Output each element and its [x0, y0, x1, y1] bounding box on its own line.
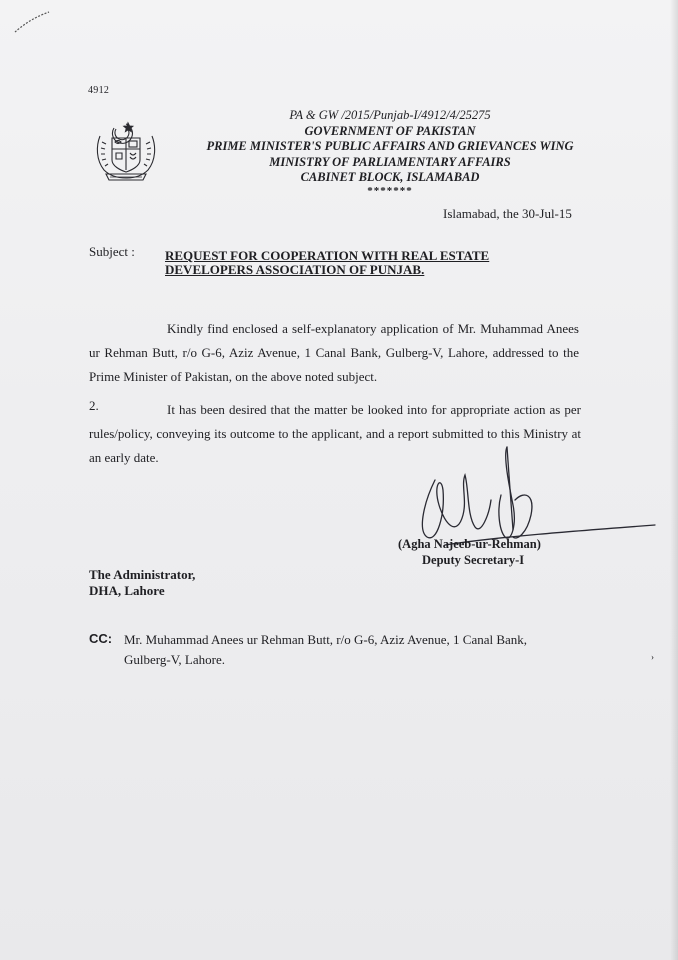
signatory-name: (Agha Najeeb-ur-Rehman)	[398, 537, 541, 551]
body-paragraph-2: It has been desired that the matter be looked into for appropriate action as per rules/policy, conveying its outcome to the applicant, and a report submitted to this Ministry at an early date.	[89, 402, 581, 465]
letterhead-line-wing: PRIME MINISTER'S PUBLIC AFFAIRS AND GRIEVANCES WING	[206, 139, 574, 153]
letterhead-stars: *******	[367, 184, 413, 197]
letterhead-line-address: CABINET BLOCK, ISLAMABAD	[300, 170, 480, 184]
signatory-designation: Deputy Secretary-I	[422, 553, 525, 567]
letterhead-line-ministry: MINISTRY OF PARLIAMENTARY AFFAIRS	[269, 154, 511, 169]
date-line: Islamabad, the 30-Jul-15	[443, 206, 572, 221]
cc-label: CC:	[89, 631, 113, 646]
addressee-title: The Administrator,	[89, 567, 196, 582]
paragraph-2-number: 2.	[89, 398, 99, 413]
reference-number: PA & GW /2015/Punjab-I/4912/4/25275	[289, 108, 491, 122]
page-edge-shadow	[670, 0, 678, 960]
subject-text	[165, 249, 545, 277]
document-number: 4912	[88, 85, 110, 96]
letterhead-line-government: GOVERNMENT OF PAKISTAN	[304, 123, 476, 138]
addressee-location: DHA, Lahore	[89, 583, 165, 598]
letterhead	[160, 108, 620, 197]
cc-recipient: Mr. Muhammad Anees ur Rehman Butt, r/o G-6, Aziz Avenue, 1 Canal Bank, Gulberg-V, Lahore.	[124, 632, 528, 667]
handwritten-signature	[405, 445, 665, 595]
ink-smudge-mark	[12, 8, 52, 38]
state-emblem-icon	[92, 118, 160, 186]
body-paragraph-1: Kindly find enclosed a self-explanatory application of Mr. Muhammad Anees ur Rehman Butt, r/o G-6, Aziz Avenue, 1 Canal Bank, Gulberg-V, Lahore, addressed to the Prime Minister of Pakistan, on the above noted subject.	[89, 321, 579, 384]
subject-line-1: REQUEST FOR COOPERATION WITH REAL ESTATE	[165, 248, 490, 263]
stray-mark: ›	[651, 652, 654, 662]
subject-label: Subject :	[89, 244, 135, 259]
addressee-block	[89, 567, 195, 599]
subject-line-2: DEVELOPERS ASSOCIATION OF PUNJAB.	[165, 262, 425, 277]
